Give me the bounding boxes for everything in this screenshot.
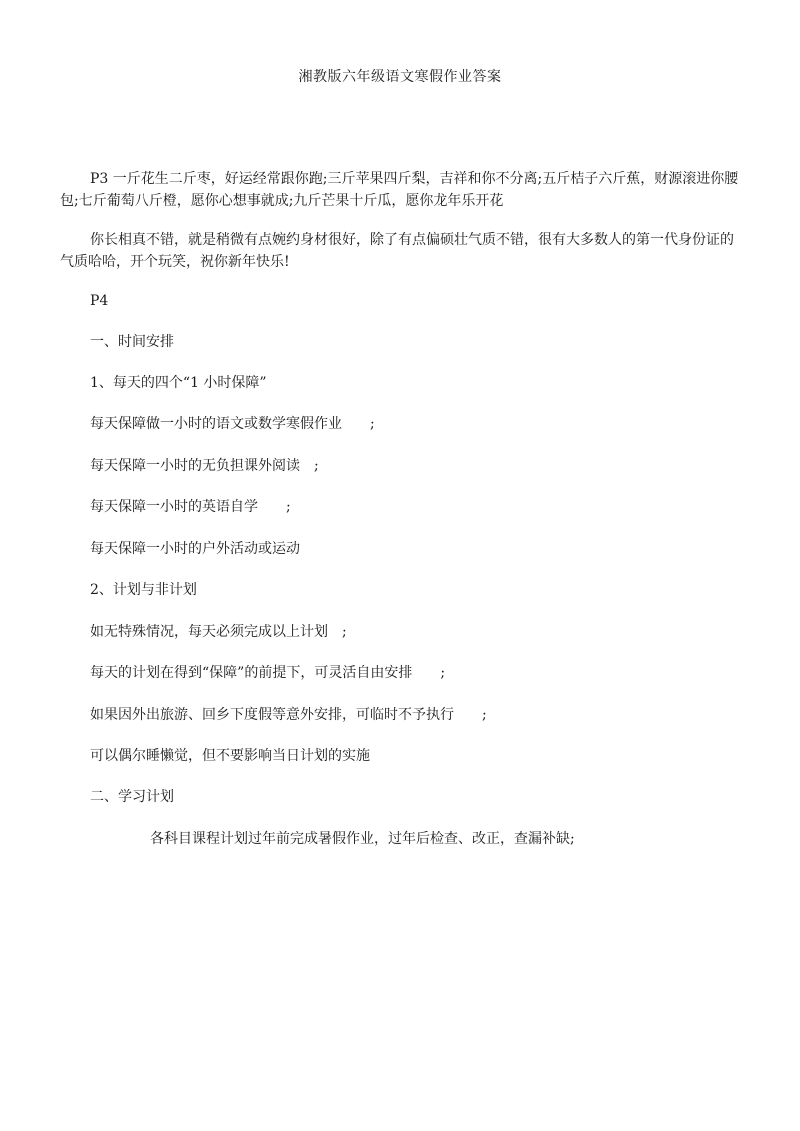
p4-label: P4: [90, 293, 109, 309]
p3-paragraph-1: P3 一斤花生二斤枣，好运经常跟你跑;三斤苹果四斤梨，吉祥和你不分离;五斤桔子六斤蕉，财源滚进你腰包;七斤葡萄八斤橙，愿你心想事就成;九斤芒果十斤瓜，愿你龙年乐开花: [60, 171, 739, 209]
list-item: 每天保障一小时的户外活动或运动: [90, 541, 300, 557]
p3-paragraph-2: 你长相真不错，就是稍微有点婉约身材很好，除了有点偏硕壮气质不错，很有大多数人的第一代身份证的气质哈哈，开个玩笑，祝你新年快乐!: [60, 232, 734, 270]
list-item: 如无特殊情况，每天必须完成以上计划 ;: [90, 624, 347, 640]
document-title: 湘教版六年级语文寒假作业答案: [298, 69, 502, 85]
list-item: 如果因外出旅游、回乡下度假等意外安排，可临时不予执行 ;: [90, 707, 487, 723]
list-item: 可以偶尔睡懒觉，但不要影响当日计划的实施: [90, 748, 370, 764]
sub-2-heading: 2、计划与非计划: [90, 582, 197, 598]
list-item: 每天的计划在得到“保障”的前提下，可灵活自由安排 ;: [90, 665, 446, 681]
section-2-heading: 二、学习计划: [90, 789, 174, 805]
list-item: 每天保障做一小时的语文或数学寒假作业 ;: [90, 416, 375, 432]
section-2-text: 各科目课程计划过年前完成暑假作业，过年后检查、改正，查漏补缺;: [150, 831, 575, 847]
section-1-heading: 一、时间安排: [90, 334, 174, 350]
sub-1-heading: 1、每天的四个“1 小时保障”: [90, 375, 267, 391]
list-item: 每天保障一小时的英语自学 ;: [90, 499, 291, 515]
list-item: 每天保障一小时的无负担课外阅读 ;: [90, 458, 319, 474]
